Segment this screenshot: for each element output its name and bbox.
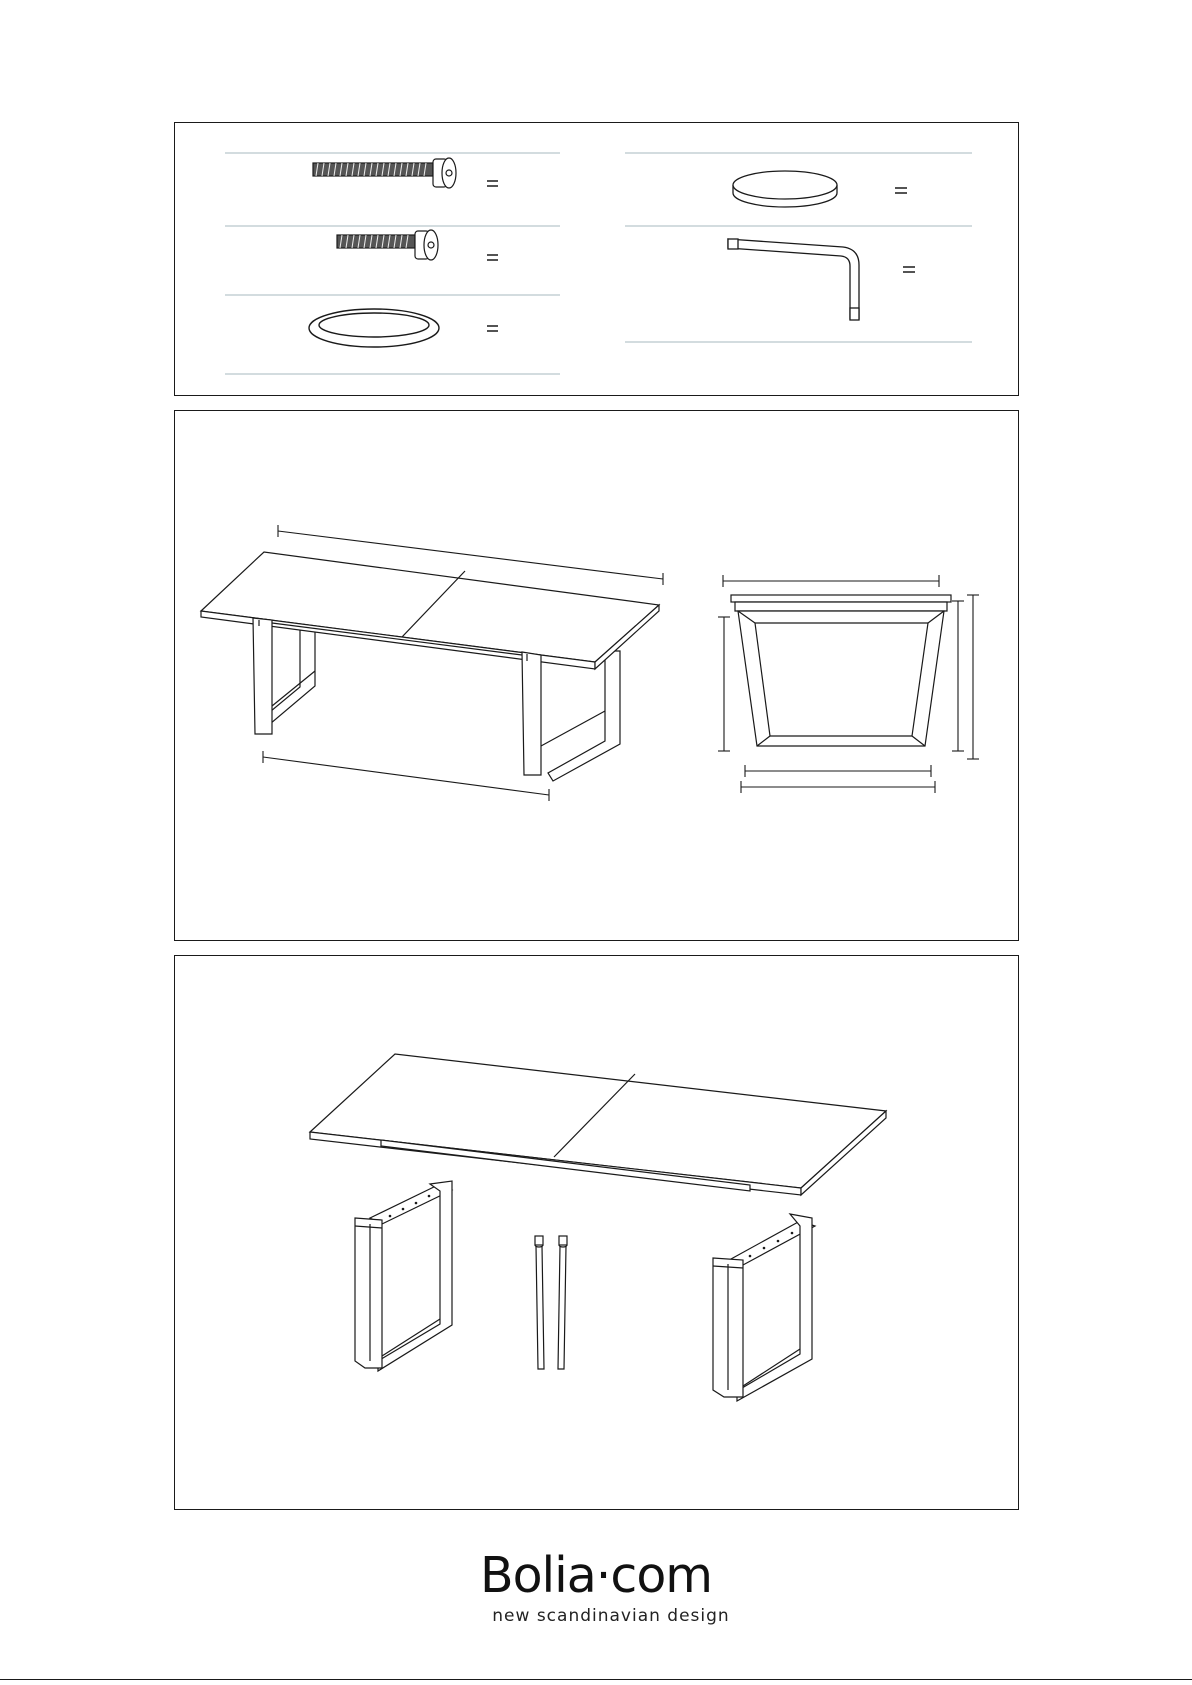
disc-pad-icon [733,171,837,207]
quantity-mark-5 [903,267,915,272]
right-leg-frame [713,1214,815,1401]
assembly-panel [174,955,1019,1510]
brand-logo: Bolia·com [479,1547,713,1604]
short-bolt-icon [337,230,438,260]
connecting-rods [535,1236,567,1369]
assembly-drawing [175,956,1020,1511]
left-leg-frame [355,1181,452,1371]
table-perspective-view [201,552,659,781]
brand-tagline: new scandinavian design [492,1606,730,1626]
table-end-view [731,595,951,746]
dimensions-panel [174,410,1019,941]
page-bottom-rule [0,1679,1192,1680]
parts-dividers-left [225,153,560,374]
allen-key-icon [728,239,859,320]
parts-list-drawing [175,123,1020,397]
dimensions-drawing [175,411,1020,942]
quantity-mark-4 [895,188,907,193]
ring-icon [309,309,439,347]
quantity-mark-3 [487,326,498,331]
quantity-mark-2 [487,255,498,260]
long-bolt-icon [313,158,456,188]
tabletop-exploded [310,1054,886,1195]
quantity-mark-1 [487,181,498,186]
brand-footer [0,1548,1192,1626]
parts-list-panel [174,122,1019,396]
